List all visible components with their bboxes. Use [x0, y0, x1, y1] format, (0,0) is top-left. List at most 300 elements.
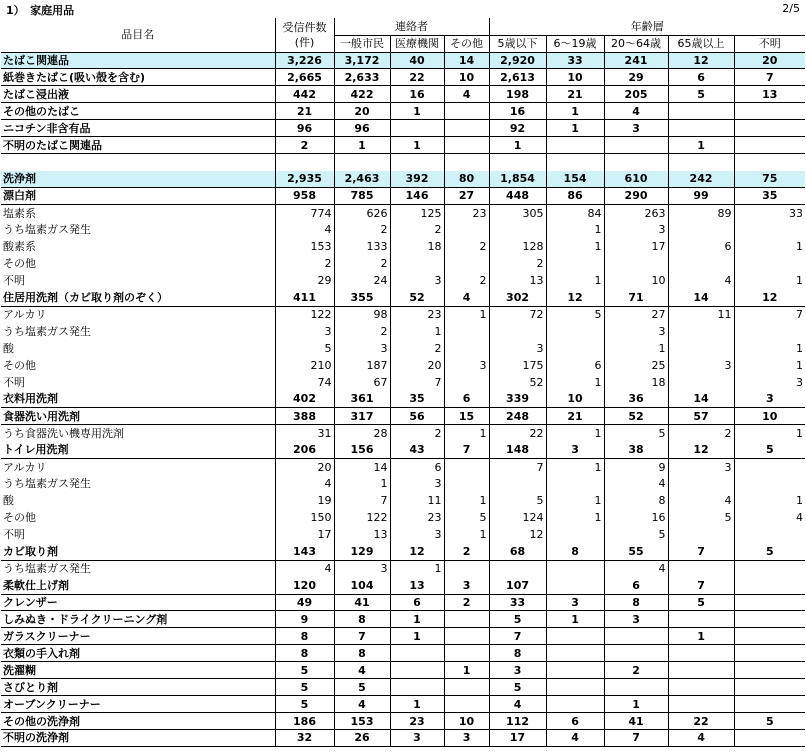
table-row	[1, 594, 805, 611]
row-value-cell: 1	[546, 459, 604, 476]
table-row	[1, 645, 805, 662]
row-value-cell: 2	[604, 662, 668, 679]
row-value-cell	[444, 696, 489, 713]
row-value-cell	[334, 154, 390, 171]
row-value-cell: 7	[668, 577, 734, 594]
row-value-cell: 72	[489, 306, 546, 323]
row-value-cell: 4	[334, 696, 390, 713]
row-value-cell: 4	[489, 696, 546, 713]
row-item-name: 不明	[1, 374, 275, 391]
row-value-cell: 1	[604, 696, 668, 713]
age-header-65plus: 65歳以上	[668, 35, 734, 52]
row-value-cell: 27	[604, 306, 668, 323]
row-value-cell: 3	[390, 730, 444, 747]
row-value-cell: 55	[604, 543, 668, 560]
row-value-cell: 49	[275, 594, 334, 611]
row-value-cell: 361	[334, 391, 390, 408]
row-value-cell: 56	[390, 408, 444, 425]
row-value-cell	[444, 340, 489, 357]
row-value-cell: 448	[489, 188, 546, 205]
table-row	[1, 323, 805, 340]
row-value-cell: 263	[604, 204, 668, 221]
row-value-cell: 36	[604, 391, 668, 408]
row-item-name: カビ取り剤	[1, 543, 275, 560]
row-value-cell: 28	[334, 425, 390, 442]
row-item-name: その他	[1, 255, 275, 272]
row-value-cell: 10	[444, 69, 489, 86]
row-value-cell: 5	[546, 306, 604, 323]
row-value-cell: 1	[489, 137, 546, 154]
row-value-cell: 26	[334, 730, 390, 747]
table-row	[1, 357, 805, 374]
row-value-cell: 75	[734, 171, 805, 188]
row-value-cell: 1	[444, 526, 489, 543]
row-value-cell: 9	[275, 611, 334, 628]
row-value-cell: 3	[604, 221, 668, 238]
row-item-name: うち塩素ガス発生	[1, 221, 275, 238]
row-value-cell: 129	[334, 543, 390, 560]
row-value-cell: 6	[390, 459, 444, 476]
row-item-name: トイレ用洗剤	[1, 442, 275, 459]
table-row	[1, 577, 805, 594]
row-value-cell: 74	[275, 374, 334, 391]
row-value-cell: 2	[275, 255, 334, 272]
row-value-cell: 6	[546, 357, 604, 374]
row-value-cell: 33	[546, 52, 604, 69]
row-value-cell: 175	[489, 357, 546, 374]
row-item-name: その他のたばこ	[1, 103, 275, 120]
row-value-cell: 2	[334, 255, 390, 272]
table-row	[1, 526, 805, 543]
row-value-cell: 133	[334, 238, 390, 255]
row-value-cell: 15	[444, 408, 489, 425]
row-value-cell: 1	[546, 611, 604, 628]
row-value-cell	[390, 645, 444, 662]
row-item-name: うち食器洗い機専用洗剤	[1, 425, 275, 442]
row-value-cell: 67	[334, 374, 390, 391]
row-value-cell	[668, 526, 734, 543]
row-value-cell: 29	[275, 272, 334, 289]
row-value-cell: 186	[275, 713, 334, 730]
row-value-cell: 5	[734, 713, 805, 730]
row-value-cell	[546, 323, 604, 340]
row-value-cell: 17	[275, 526, 334, 543]
age-header-6-19: 6～19歳	[546, 35, 604, 52]
row-item-name: 不明のたばこ関連品	[1, 137, 275, 154]
row-item-name: 洗浄剤	[1, 171, 275, 188]
row-value-cell: 958	[275, 188, 334, 205]
row-value-cell: 22	[489, 425, 546, 442]
row-value-cell: 86	[546, 188, 604, 205]
row-value-cell: 5	[604, 526, 668, 543]
row-value-cell: 626	[334, 204, 390, 221]
row-value-cell: 3	[334, 560, 390, 577]
row-value-cell: 120	[275, 577, 334, 594]
row-value-cell: 1	[444, 492, 489, 509]
table-row	[1, 408, 805, 425]
row-item-name: アルカリ	[1, 459, 275, 476]
row-value-cell: 16	[604, 509, 668, 526]
row-value-cell: 4	[444, 289, 489, 306]
row-value-cell	[390, 662, 444, 679]
row-value-cell: 4	[604, 560, 668, 577]
row-value-cell	[390, 679, 444, 696]
row-item-name: 柔軟仕上げ剤	[1, 577, 275, 594]
row-value-cell: 22	[390, 69, 444, 86]
row-value-cell	[734, 323, 805, 340]
row-value-cell	[734, 679, 805, 696]
row-value-cell: 785	[334, 188, 390, 205]
row-item-name: しみぬき・ドライクリーニング剤	[1, 611, 275, 628]
row-value-cell: 12	[668, 52, 734, 69]
row-value-cell: 205	[604, 86, 668, 103]
row-value-cell: 241	[604, 52, 668, 69]
row-value-cell: 206	[275, 442, 334, 459]
row-value-cell	[546, 645, 604, 662]
row-value-cell: 1	[546, 425, 604, 442]
row-item-name: うち塩素ガス発生	[1, 323, 275, 340]
table-row	[1, 560, 805, 577]
row-value-cell: 27	[444, 188, 489, 205]
row-value-cell: 2	[334, 323, 390, 340]
row-value-cell: 33	[489, 594, 546, 611]
row-value-cell: 40	[390, 52, 444, 69]
row-value-cell: 124	[489, 509, 546, 526]
row-value-cell: 198	[489, 86, 546, 103]
row-value-cell: 8	[334, 611, 390, 628]
row-value-cell: 13	[334, 526, 390, 543]
row-value-cell	[444, 475, 489, 492]
row-value-cell	[734, 154, 805, 171]
row-value-cell: 31	[275, 425, 334, 442]
row-value-cell: 107	[489, 577, 546, 594]
row-value-cell: 6	[546, 713, 604, 730]
row-value-cell: 35	[390, 391, 444, 408]
row-value-cell: 68	[489, 543, 546, 560]
table-row	[1, 255, 805, 272]
row-value-cell: 14	[334, 459, 390, 476]
row-value-cell: 112	[489, 713, 546, 730]
row-value-cell	[668, 103, 734, 120]
table-row	[1, 492, 805, 509]
table-row	[1, 696, 805, 713]
row-value-cell: 1	[796, 494, 804, 508]
row-value-cell: 7	[796, 308, 804, 322]
row-value-cell: 10	[734, 408, 805, 425]
row-value-cell	[444, 154, 489, 171]
row-value-cell: 290	[604, 188, 668, 205]
row-value-cell: 1	[604, 340, 668, 357]
row-item-name: ニコチン非含有品	[1, 120, 275, 137]
row-value-cell: 5	[734, 442, 805, 459]
row-value-cell: 22	[668, 713, 734, 730]
row-value-cell: 12	[734, 289, 805, 306]
row-value-cell	[668, 120, 734, 137]
row-item-name: うち塩素ガス発生	[1, 475, 275, 492]
row-value-cell: 1	[546, 374, 604, 391]
row-value-cell: 14	[444, 52, 489, 69]
row-value-cell: 7	[334, 492, 390, 509]
row-value-cell: 104	[334, 577, 390, 594]
row-value-cell: 8	[546, 543, 604, 560]
table-row	[1, 611, 805, 628]
row-value-cell: 33	[789, 206, 804, 220]
row-value-cell	[546, 679, 604, 696]
row-value-cell: 96	[334, 120, 390, 137]
row-value-cell: 13	[390, 577, 444, 594]
row-value-cell: 11	[390, 492, 444, 509]
row-value-cell: 4	[275, 560, 334, 577]
row-item-name	[1, 154, 275, 171]
row-value-cell	[734, 475, 805, 492]
row-item-name: 酸	[1, 492, 275, 509]
row-value-cell: 1	[546, 221, 604, 238]
row-value-cell: 1	[546, 120, 604, 137]
row-value-cell: 122	[275, 306, 334, 323]
row-value-cell: 3	[444, 730, 489, 747]
row-value-cell: 7	[489, 459, 546, 476]
row-value-cell: 1	[796, 341, 804, 355]
row-value-cell: 355	[334, 289, 390, 306]
row-value-cell	[546, 526, 604, 543]
row-value-cell: 2	[390, 425, 444, 442]
row-value-cell: 6	[390, 594, 444, 611]
row-value-cell	[444, 645, 489, 662]
row-value-cell: 7	[734, 69, 805, 86]
row-value-cell: 8	[604, 492, 668, 509]
table-row	[1, 442, 805, 459]
page-number: 2/5	[782, 2, 800, 15]
row-value-cell: 1	[668, 628, 734, 645]
row-value-cell: 3	[604, 323, 668, 340]
row-value-cell	[444, 628, 489, 645]
row-value-cell	[668, 154, 734, 171]
row-value-cell: 2	[334, 221, 390, 238]
row-value-cell: 1	[334, 475, 390, 492]
row-value-cell: 23	[390, 509, 444, 526]
row-value-cell	[546, 340, 604, 357]
row-value-cell: 2	[444, 543, 489, 560]
row-value-cell: 5	[275, 662, 334, 679]
table-row	[1, 713, 805, 730]
row-value-cell: 14	[668, 391, 734, 408]
row-item-name: 酸素系	[1, 238, 275, 255]
row-value-cell: 248	[489, 408, 546, 425]
row-value-cell	[275, 154, 334, 171]
row-item-name: その他の洗浄剤	[1, 713, 275, 730]
row-value-cell	[444, 459, 489, 476]
row-value-cell	[734, 459, 805, 476]
table-row	[1, 120, 805, 137]
table-row	[1, 374, 805, 391]
row-value-cell: 210	[275, 357, 334, 374]
age-header-0-5: 5歳以下	[489, 35, 546, 52]
row-item-name: たばこ関連品	[1, 52, 275, 69]
row-value-cell: 1	[390, 696, 444, 713]
row-value-cell: 4	[275, 475, 334, 492]
row-value-cell	[734, 103, 805, 120]
table-row	[1, 171, 805, 188]
row-item-name: うち塩素ガス発生	[1, 560, 275, 577]
row-value-cell	[668, 560, 734, 577]
row-value-cell	[444, 679, 489, 696]
row-value-cell: 13	[734, 86, 805, 103]
row-value-cell: 20	[275, 459, 334, 476]
row-value-cell	[444, 137, 489, 154]
row-value-cell: 5	[604, 425, 668, 442]
row-value-cell: 2,935	[275, 171, 334, 188]
row-value-cell: 23	[444, 204, 489, 221]
age-group-header: 年齢層	[489, 18, 805, 35]
row-value-cell: 6	[668, 238, 734, 255]
row-value-cell: 5	[444, 509, 489, 526]
row-value-cell: 99	[668, 188, 734, 205]
row-value-cell: 12	[546, 289, 604, 306]
contact-header-other: その他	[444, 35, 489, 52]
row-value-cell: 146	[390, 188, 444, 205]
table-row	[1, 69, 805, 86]
table-row	[1, 52, 805, 69]
row-value-cell	[604, 645, 668, 662]
row-value-cell: 6	[604, 577, 668, 594]
row-value-cell: 98	[334, 306, 390, 323]
row-value-cell	[546, 696, 604, 713]
table-row	[1, 662, 805, 679]
row-value-cell: 38	[604, 442, 668, 459]
row-value-cell	[734, 560, 805, 577]
row-value-cell: 4	[275, 221, 334, 238]
row-value-cell: 2	[275, 137, 334, 154]
row-value-cell: 18	[390, 238, 444, 255]
row-item-name: 塩素系	[1, 204, 275, 221]
row-value-cell: 12	[390, 543, 444, 560]
row-value-cell	[668, 679, 734, 696]
row-value-cell: 21	[275, 103, 334, 120]
table-row	[1, 103, 805, 120]
row-item-name: 漂白剤	[1, 188, 275, 205]
row-value-cell	[489, 221, 546, 238]
row-value-cell	[390, 120, 444, 137]
row-item-name: 紙巻きたばこ(吸い殻を含む)	[1, 69, 275, 86]
row-value-cell: 20	[734, 52, 805, 69]
row-item-name: 不明	[1, 272, 275, 289]
row-value-cell	[489, 154, 546, 171]
row-value-cell: 43	[390, 442, 444, 459]
table-row	[1, 340, 805, 357]
row-value-cell: 3	[444, 577, 489, 594]
row-value-cell	[668, 475, 734, 492]
row-value-cell	[546, 475, 604, 492]
row-value-cell: 1	[546, 509, 604, 526]
row-value-cell	[734, 137, 805, 154]
row-value-cell	[734, 221, 805, 238]
row-value-cell: 2,463	[334, 171, 390, 188]
row-value-cell: 442	[275, 86, 334, 103]
row-value-cell: 1	[546, 272, 604, 289]
row-value-cell: 388	[275, 408, 334, 425]
row-value-cell: 1,854	[489, 171, 546, 188]
table-row	[1, 543, 805, 560]
row-value-cell	[734, 594, 805, 611]
row-value-cell: 1	[546, 492, 604, 509]
row-value-cell: 5	[489, 492, 546, 509]
row-value-cell: 84	[546, 204, 604, 221]
row-value-cell	[668, 662, 734, 679]
row-value-cell	[546, 137, 604, 154]
table-row	[1, 188, 805, 205]
table-row	[1, 391, 805, 408]
row-item-name: たばこ浸出液	[1, 86, 275, 103]
row-value-cell: 3	[604, 611, 668, 628]
row-item-name: その他	[1, 357, 275, 374]
row-value-cell: 3	[390, 526, 444, 543]
row-value-cell: 4	[334, 662, 390, 679]
row-value-cell	[668, 340, 734, 357]
row-value-cell	[546, 154, 604, 171]
row-value-cell: 153	[275, 238, 334, 255]
row-value-cell: 8	[334, 645, 390, 662]
row-value-cell: 156	[334, 442, 390, 459]
row-value-cell: 5	[334, 679, 390, 696]
row-value-cell: 23	[390, 306, 444, 323]
row-value-cell: 4	[668, 272, 734, 289]
row-value-cell: 57	[668, 408, 734, 425]
row-value-cell: 16	[390, 86, 444, 103]
row-value-cell: 154	[546, 171, 604, 188]
row-value-cell: 2	[444, 238, 489, 255]
row-value-cell	[489, 560, 546, 577]
row-value-cell	[604, 628, 668, 645]
row-value-cell: 2	[668, 425, 734, 442]
row-value-cell: 71	[604, 289, 668, 306]
row-value-cell: 1	[390, 611, 444, 628]
row-value-cell: 8	[604, 594, 668, 611]
row-value-cell: 20	[390, 357, 444, 374]
row-value-cell: 3	[390, 475, 444, 492]
row-value-cell: 17	[489, 730, 546, 747]
table-row	[1, 238, 805, 255]
row-value-cell: 422	[334, 86, 390, 103]
row-value-cell: 339	[489, 391, 546, 408]
table-row	[1, 679, 805, 696]
row-value-cell: 6	[444, 391, 489, 408]
row-value-cell: 8	[275, 645, 334, 662]
row-value-cell: 4	[668, 730, 734, 747]
row-value-cell: 1	[796, 240, 804, 254]
table-row	[1, 730, 805, 747]
row-value-cell	[604, 255, 668, 272]
section-title: 1） 家庭用品	[6, 4, 75, 17]
row-value-cell: 1	[444, 662, 489, 679]
row-value-cell: 125	[390, 204, 444, 221]
row-value-cell: 2,613	[489, 69, 546, 86]
row-value-cell	[444, 255, 489, 272]
item-name-header: 品目名	[1, 18, 275, 52]
row-value-cell: 7	[489, 628, 546, 645]
row-value-cell: 92	[489, 120, 546, 137]
row-value-cell: 3	[489, 662, 546, 679]
row-value-cell: 1	[334, 137, 390, 154]
row-value-cell	[546, 577, 604, 594]
row-value-cell: 3	[390, 272, 444, 289]
row-value-cell: 11	[668, 306, 734, 323]
row-value-cell	[734, 611, 805, 628]
table-row	[1, 289, 805, 306]
row-value-cell	[668, 696, 734, 713]
row-value-cell: 89	[668, 204, 734, 221]
contact-header-citizen: 一般市民	[334, 35, 390, 52]
row-value-cell: 17	[604, 238, 668, 255]
